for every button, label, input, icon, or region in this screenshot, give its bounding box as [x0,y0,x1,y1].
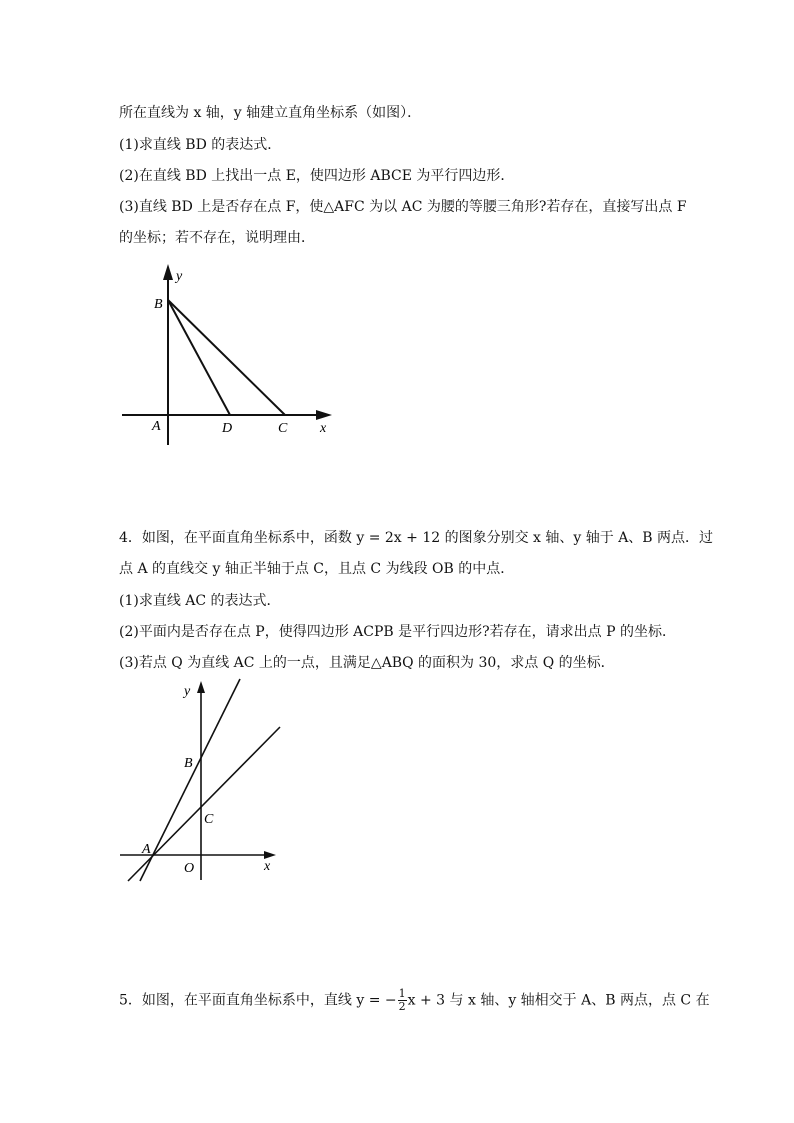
q5-fraction [398,988,407,1013]
q4-label-o: O [184,861,195,876]
q5-line-1 [119,988,710,1013]
q4-label-y: y [184,684,191,699]
q3-line-4: (3)直线 BD 上是否存在点 F，使△AFC 为以 AC 为腰的等腰三角形?若存在，直接写出点 F [119,199,687,215]
q4-line-4: (2)平面内是否存在点 P，使得四边形 ACPB 是平行四边形?若存在，请求出点 P 的坐标． [119,624,676,640]
q3-label-d: D [222,421,233,436]
q4-label-c: C [204,812,214,827]
q3-segment-bd [168,300,230,415]
q3-y-arrow [163,264,173,280]
q3-label-c: C [278,421,288,436]
q5-frac-den: 2 [398,1000,406,1013]
q3-line-3: (2)在直线 BD 上找出一点 E，使四边形 ABCE 为平行四边形． [119,168,515,184]
q4-line-2: 点 A 的直线交 y 轴正半轴于点 C，且点 C 为线段 OB 的中点． [119,561,515,577]
q3-line-2: (1)求直线 BD 的表达式． [119,137,282,153]
q4-line-ab [140,679,240,881]
q3-label-x: x [320,421,327,436]
q3-x-arrow [316,410,332,420]
q4-line-3: (1)求直线 AC 的表达式． [119,593,281,609]
q5-prefix: 5．如图，在平面直角坐标系中，直线 y = − [119,992,397,1009]
q4-line-5: (3)若点 Q 为直线 AC 上的一点，且满足△ABQ 的面积为 30，求点 Q 的坐标． [119,655,615,671]
q4-label-x: x [264,859,271,874]
q4-y-arrow [197,681,205,693]
q5-frac-num: 1 [398,987,406,1000]
q3-label-a: A [152,419,161,434]
q3-line-5: 的坐标；若不存在，说明理由． [119,230,315,246]
q4-label-b: B [184,756,193,771]
q3-line-1: 所在直线为 x 轴，y 轴建立直角坐标系（如图）． [119,105,422,121]
q3-label-b: B [154,297,163,312]
q4-figure [110,675,290,890]
q5-suffix: x + 3 与 x 轴、y 轴相交于 A、B 两点，点 C 在 [407,992,710,1009]
q3-segment-bc [168,300,285,415]
q4-label-a: A [142,842,151,857]
q4-x-arrow [264,851,276,859]
q4-line-1: 4．如图，在平面直角坐标系中，函数 y = 2x + 12 的图象分别交 x 轴、y 轴于 A、B 两点．过 [119,530,714,546]
q3-label-y: y [176,269,183,284]
q3-figure [110,260,350,455]
